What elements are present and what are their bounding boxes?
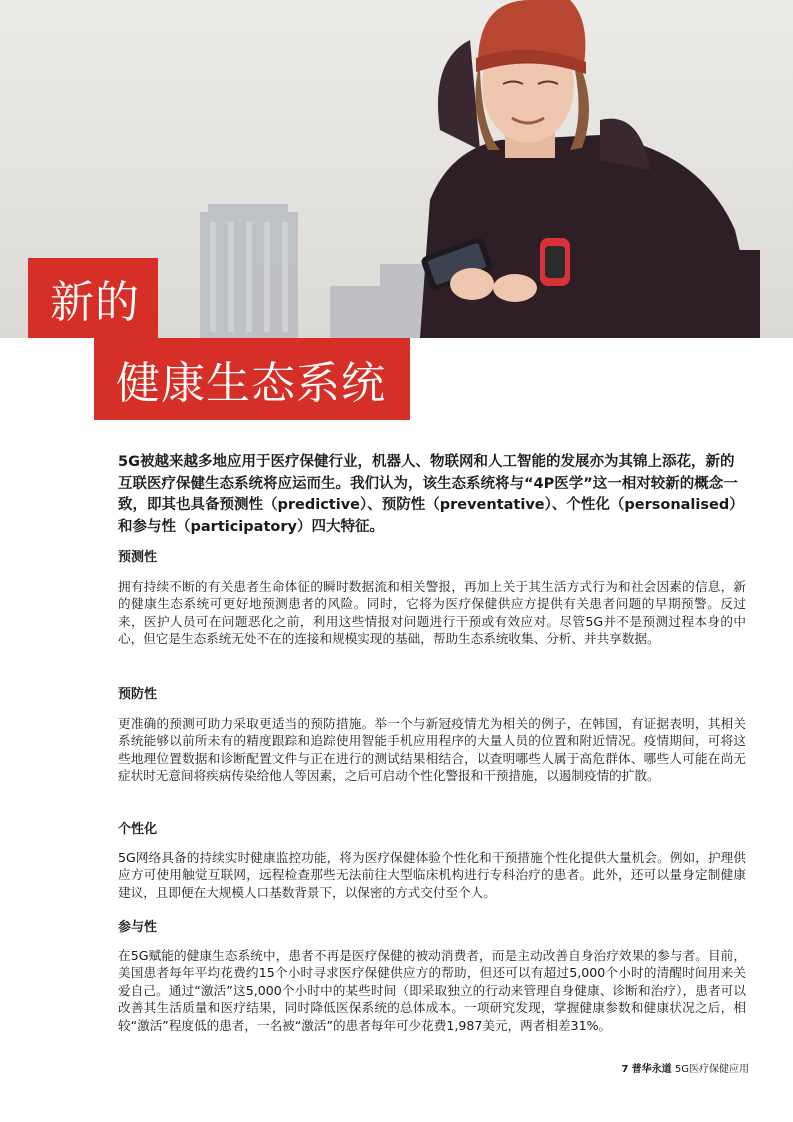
document-title: 5G医疗保健应用 [674,1064,749,1075]
title-box-line2 [94,338,410,420]
page-title-line2: 健康生态系统 [116,358,386,409]
section-heading-participatory: 参与性 [118,920,158,935]
intro-paragraph: 5G被越来越多地应用于医疗保健行业，机器人、物联网和人工智能的发展亦为其锦上添花，新的互联医疗保健生态系统将应运而生。我们认为，该生态系统将与“4P医学”这一相对较新的概念一致，即其也具备预测性（predictive）、预防性（preventative）、个性化（personalised）和参与性（participatory）四大特征。 [118,454,744,535]
section-heading-preventative: 预防性 [118,687,158,702]
section-body-predictive: 拥有持续不断的有关患者生命体征的瞬时数据流和相关警报，再加上关于其生活方式行为和社会因素的信息，新的健康生态系统可更好地预测患者的风险。同时，它将为医疗保健供应方提供有关患者问题的早期预警。反过来，医护人员可在问题恶化之前，利用这些情报对问题进行干预或有效应对。尽管5G并不是预测过程本身的中心，但它是生态系统无处不在的连接和规模实现的基础，帮助生态系统收集、分析、并共享数据。 [118,579,746,647]
brand-name: 普华永道 [631,1064,672,1075]
title-box-line1 [28,258,158,338]
section-body-preventative: 更准确的预测可助力采取更适当的预防措施。举一个与新冠疫情尤为相关的例子，在韩国，有证据表明，其相关系统能够以前所未有的精度跟踪和追踪使用智能手机应用程序的大量人员的位置和附近情况。疫情期间，可将这些地理位置数据和诊断配置文件与正在进行的测试结果相结合，以查明哪些人属于高危群体、哪些人可能在尚无症状时无意间将疾病传染给他人等因素，之后可启动个性化警报和干预措施，以遏制疫情的扩散。 [118,716,746,784]
section-heading-personalised: 个性化 [118,822,158,837]
section-heading-predictive: 预测性 [118,550,158,565]
section-body-personalised: 5G网络具备的持续实时健康监控功能，将为医疗保健体验个性化和干预措施个性化提供大量机会。例如，护理供应方可使用触觉互联网，远程检查那些无法前往大型临床机构进行专科治疗的患者。此外，还可以量身定制健康建议，且即便在大规模人口基数背景下，以保密的方式交付至个人。 [118,850,746,900]
page-title-line1: 新的 [50,277,140,328]
page-number: 7 [621,1064,629,1075]
page-footer [622,1060,749,1075]
section-body-participatory: 在5G赋能的健康生态系统中，患者不再是医疗保健的被动消费者，而是主动改善自身治疗效果的参与者。目前，美国患者每年平均花费约15个小时寻求医疗保健供应方的帮助，但还可以有超过5,000个小时的清醒时间用来关爱自己。通过“激活”这5,000个小时中的某些时间（即采取独立的行动来管理自身健康、诊断和治疗），患者可以改善其生活质量和医疗结果，同时降低医保系统的总体成本。一项研究发现，掌握健康参数和健康状况之后，相较“激活”程度低的患者，一名被“激活”的患者每年可少花费1,987美元，两者相差31%。 [118,948,746,1033]
